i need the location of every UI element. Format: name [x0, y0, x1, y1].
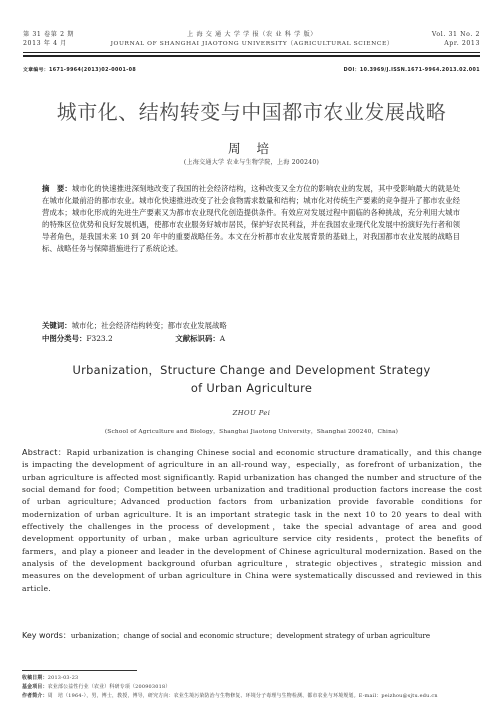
keywords-en-label: Key words： [22, 631, 71, 640]
affiliation-en: (School of Agriculture and Biology，Shanghai Jiaotong University，Shanghai 200240，China) [104, 429, 399, 435]
journal-title-en: JOURNAL OF SHANGHAI JIAOTONG UNIVERSITY（AGRICULTURAL SCIENCE） [110, 41, 394, 47]
journal-title-cn: 上 海 交 通 大 学 学 报（农 业 科 学 版） [186, 31, 318, 38]
date-cn: 2013 年 4 月 [23, 40, 67, 47]
author-name-en: ZHOU Pei [232, 409, 271, 417]
author-name-cn: 周 培 [228, 141, 275, 156]
abstract-en [22, 447, 482, 595]
fund-text: 农业部公益性行业（农业）科研专项（200903018） [47, 684, 171, 690]
abstract-en-text: Rapid urbanization is changing Chinese social and economic structure dramatically，and this change is impacting the development of agriculture in an all-round way，especially，as forefront of urbanization，the urban agriculture is affected most significantly. Rapid urbanization has changed the number and structure of the social demand for food；Competition between urbanization and traditional production factors increase the cost of urban agriculture；Advanced production factors from urbanization provide favorable conditions for modernization of urban agriculture. It is an important strategic task in the next 10 to 20 years to deal with effectively the challenges in the process of development，take the special advantage of area and good development opportunity of urban，make urban agriculture service city residents，protect the benefits of farmers，and play a pioneer and leader in the development of Chinese agricultural modernization. Based on the analysis of the development background ofurban agriculture，strategic objectives，strategic mission and measures on the development of urban agriculture in China were systematically discussed and reviewed in this article. [22, 448, 482, 593]
footnote-fund [22, 683, 482, 691]
doi: DOI：10.3969/J.ISSN.1671-9964.2013.02.001 [343, 68, 480, 73]
classification-line [42, 333, 460, 344]
keywords-cn [42, 320, 460, 331]
author-info-text: 周 培（1964-），男，博士，教授，博导，研究方向：农业生境污染防治与生物修复、环境分子毒理与生物检测、都市农业与环境规划。E-mail：peizhou@sjtu.edu.cn [47, 693, 438, 699]
keywords-en-text: urbanization；change of social and economic structure；development strategy of urban agriculture [70, 631, 431, 640]
received-date: 2013-03-23 [47, 675, 79, 681]
header-rule-thick [23, 55, 480, 57]
keywords-cn-text: 城市化；社会经济结构转变；都市农业发展战略 [71, 321, 227, 330]
footnote-author [22, 692, 482, 700]
footnote-received [22, 674, 482, 682]
paper-title-cn: 城市化、结构转变与中国都市农业发展战略 [56, 100, 447, 124]
keywords-en [22, 630, 482, 641]
doc-code-label: 文献标识码： [175, 334, 220, 343]
affiliation-cn: (上海交通大学 农业与生物学院，上海 200240) [183, 159, 320, 166]
clc-label: 中图分类号： [42, 334, 87, 343]
abstract-en-label: Abstract： [22, 448, 67, 457]
article-number: 文章编号：1671-9964(2013)02-0001-08 [23, 68, 137, 73]
abstract-cn-label: 摘 要： [42, 184, 72, 193]
paper-title-en-line2: of Urban Agriculture [190, 381, 313, 395]
fund-label: 基金项目： [22, 684, 48, 690]
author-info-label: 作者简介： [22, 693, 48, 699]
footnote-rule [22, 670, 137, 671]
paper-title-en-line1: Urbanization，Structure Change and Development Strategy [72, 363, 431, 377]
header-rule-thin [23, 52, 480, 53]
doc-code-value: A [219, 334, 226, 343]
abstract-cn-text: 城市化的快速推进深刻地改变了我国的社会经济结构，这种改变又全方位的影响农业的发展，其中受影响最大的就是处在城市化最前沿的都市农业。城市化快速推进改变了社会食物需求数量和结构；城市化对传统生产要素的竞争提升了都市农业经营成本；城市化形成的先进生产要素又为都市农业现代化创造提供条件。有效应对发展过程中面临的各种挑战，充分利用大城市的特殊区位优势和良好发展机遇，使都市农业服务好城市居民，保护好农民利益，并在我国农业现代化发展中扮演好先行者和领导者角色，是我国未来 10 到 20 年中的重要战略任务。本文在分析都市农业发展背景的基础上，对我国都市农业发展的战略目标、战略任务与保障措施进行了系统论述。 [42, 184, 460, 253]
volume-en: Vol. 31 No. 2 [431, 31, 480, 38]
date-en: Apr. 2013 [444, 40, 480, 47]
keywords-cn-label: 关键词： [42, 321, 72, 330]
received-label: 收稿日期： [22, 675, 48, 681]
clc-value: F323.2 [86, 334, 113, 343]
abstract-cn [42, 183, 460, 254]
issue-cn: 第 31 卷第 2 期 [23, 31, 75, 38]
